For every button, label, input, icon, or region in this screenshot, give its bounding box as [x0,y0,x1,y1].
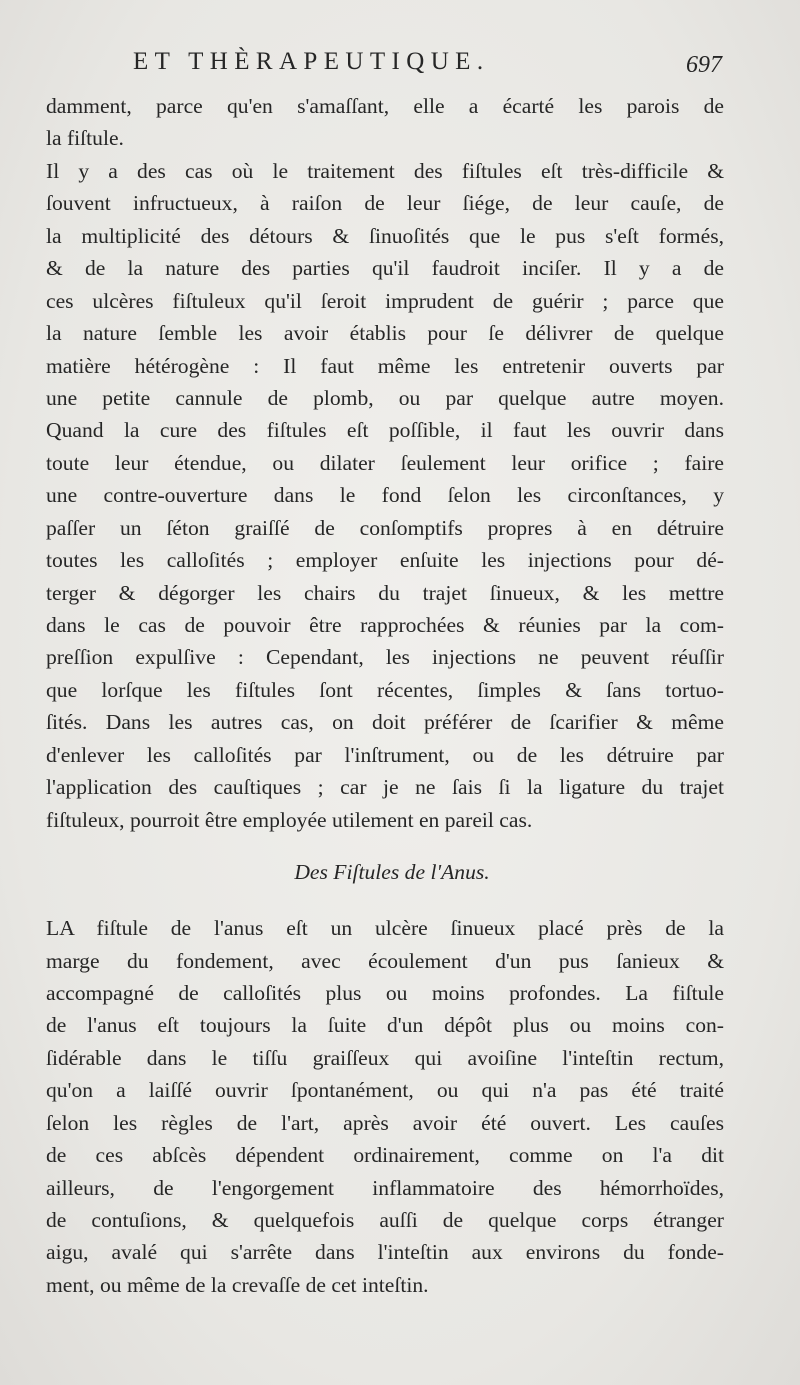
text-line: qu'on a laiſſé ouvrir ſpontanément, ou qui n'a pas été traité [46,1078,724,1103]
text-line: fiſtuleux, pourroit être employée utilement en pareil cas. [46,807,533,832]
text-line: toutes les calloſités ; employer enſuite les injections pour dé- [46,548,724,573]
text-line: matière hétérogène : Il faut même les entretenir ouverts par [46,353,724,378]
text-line: ces ulcères fiſtuleux qu'il ſeroit imprudent de guérir ; parce que [46,288,724,313]
text-line: preſſion expulſive : Cependant, les injections ne peuvent réuſſir [46,645,724,670]
text-line: une petite cannule de plomb, ou par quelque autre moyen. [46,385,724,410]
text-line: damment, parce qu'en s'amaſſant, elle a écarté les parois de [46,94,724,118]
text-line: ſidérable dans le tiſſu graiſſeux qui avoiſine l'inteſtin rectum, [46,1045,724,1070]
text-line: marge du fondement, avec écoulement d'un pus ſanieux & [46,948,724,973]
text-line: de contuſions, & quelquefois auſſi de quelque corps étranger [46,1208,724,1232]
section-heading: Des Fiſtules de l'Anus. [294,860,490,885]
text-line: & de la nature des parties qu'il faudroit inciſer. Il y a de [46,256,724,281]
text-line: d'enlever les calloſités par l'inſtrument, ou de les détruire par [46,742,724,767]
text-line: LA fiſtule de l'anus eſt un ulcère ſinueux placé près de la [46,916,724,941]
text-line: une contre-ouverture dans le fond ſelon les circonſtances, y [46,483,724,508]
page-header [0,48,800,88]
text-line: ailleurs, de l'engorgement inflammatoire des hémorrhoïdes, [46,1175,724,1200]
text-line: paſſer un ſéton graiſſé de conſomptifs propres à en détruire [46,515,724,540]
text-line: l'application des cauſtiques ; car je ne ſais ſi la ligature du trajet [46,775,724,800]
text-line: ſelon les règles de l'art, après avoir été ouvert. Les cauſes [46,1110,724,1135]
text-line: de ces abſcès dépendent ordinairement, comme on l'a dit [46,1143,724,1168]
text-line: toute leur étendue, ou dilater ſeulement leur orifice ; faire [46,450,724,475]
running-head: ET THÈRAPEUTIQUE. [133,48,490,75]
body-text [46,90,724,1301]
text-line: terger & dégorger les chairs du trajet ſinueux, & les mettre [46,580,724,605]
text-line: aigu, avalé qui s'arrête dans l'inteſtin aux environs du fonde- [46,1240,724,1265]
text-line: que lorſque les fiſtules ſont récentes, ſimples & ſans tortuo- [46,677,724,702]
text-line: la fiſtule. [46,126,124,151]
text-line: de l'anus eſt toujours la ſuite d'un dépôt plus ou moins con- [46,1013,724,1038]
text-line: Quand la cure des fiſtules eſt poſſible, il faut les ouvrir dans [46,418,724,443]
paragraph-anal-fistula [46,912,724,1301]
text-line: la nature ſemble les avoir établis pour ſe délivrer de quelque [46,321,724,346]
text-line: ment, ou même de la crevaſſe de cet inteſtin. [46,1272,429,1297]
text-line: dans le cas de pouvoir être rapprochées & réunies par la com- [46,613,724,637]
text-line: Il y a des cas où le traitement des fiſtules eſt très-difficile & [46,158,724,183]
text-line: la multiplicité des détours & ſinuoſités que le pus s'eſt formés, [46,223,724,248]
paragraph-fistula-treatment [46,155,724,836]
page-number: 697 [686,52,722,78]
paragraph-continuation [46,90,724,155]
text-line: accompagné de calloſités plus ou moins profondes. La fiſtule [46,980,724,1005]
text-line: ſouvent infructueux, à raiſon de leur ſiége, de leur cauſe, de [46,191,724,216]
text-line: ſités. Dans les autres cas, on doit préférer de ſcarifier & même [46,710,724,735]
